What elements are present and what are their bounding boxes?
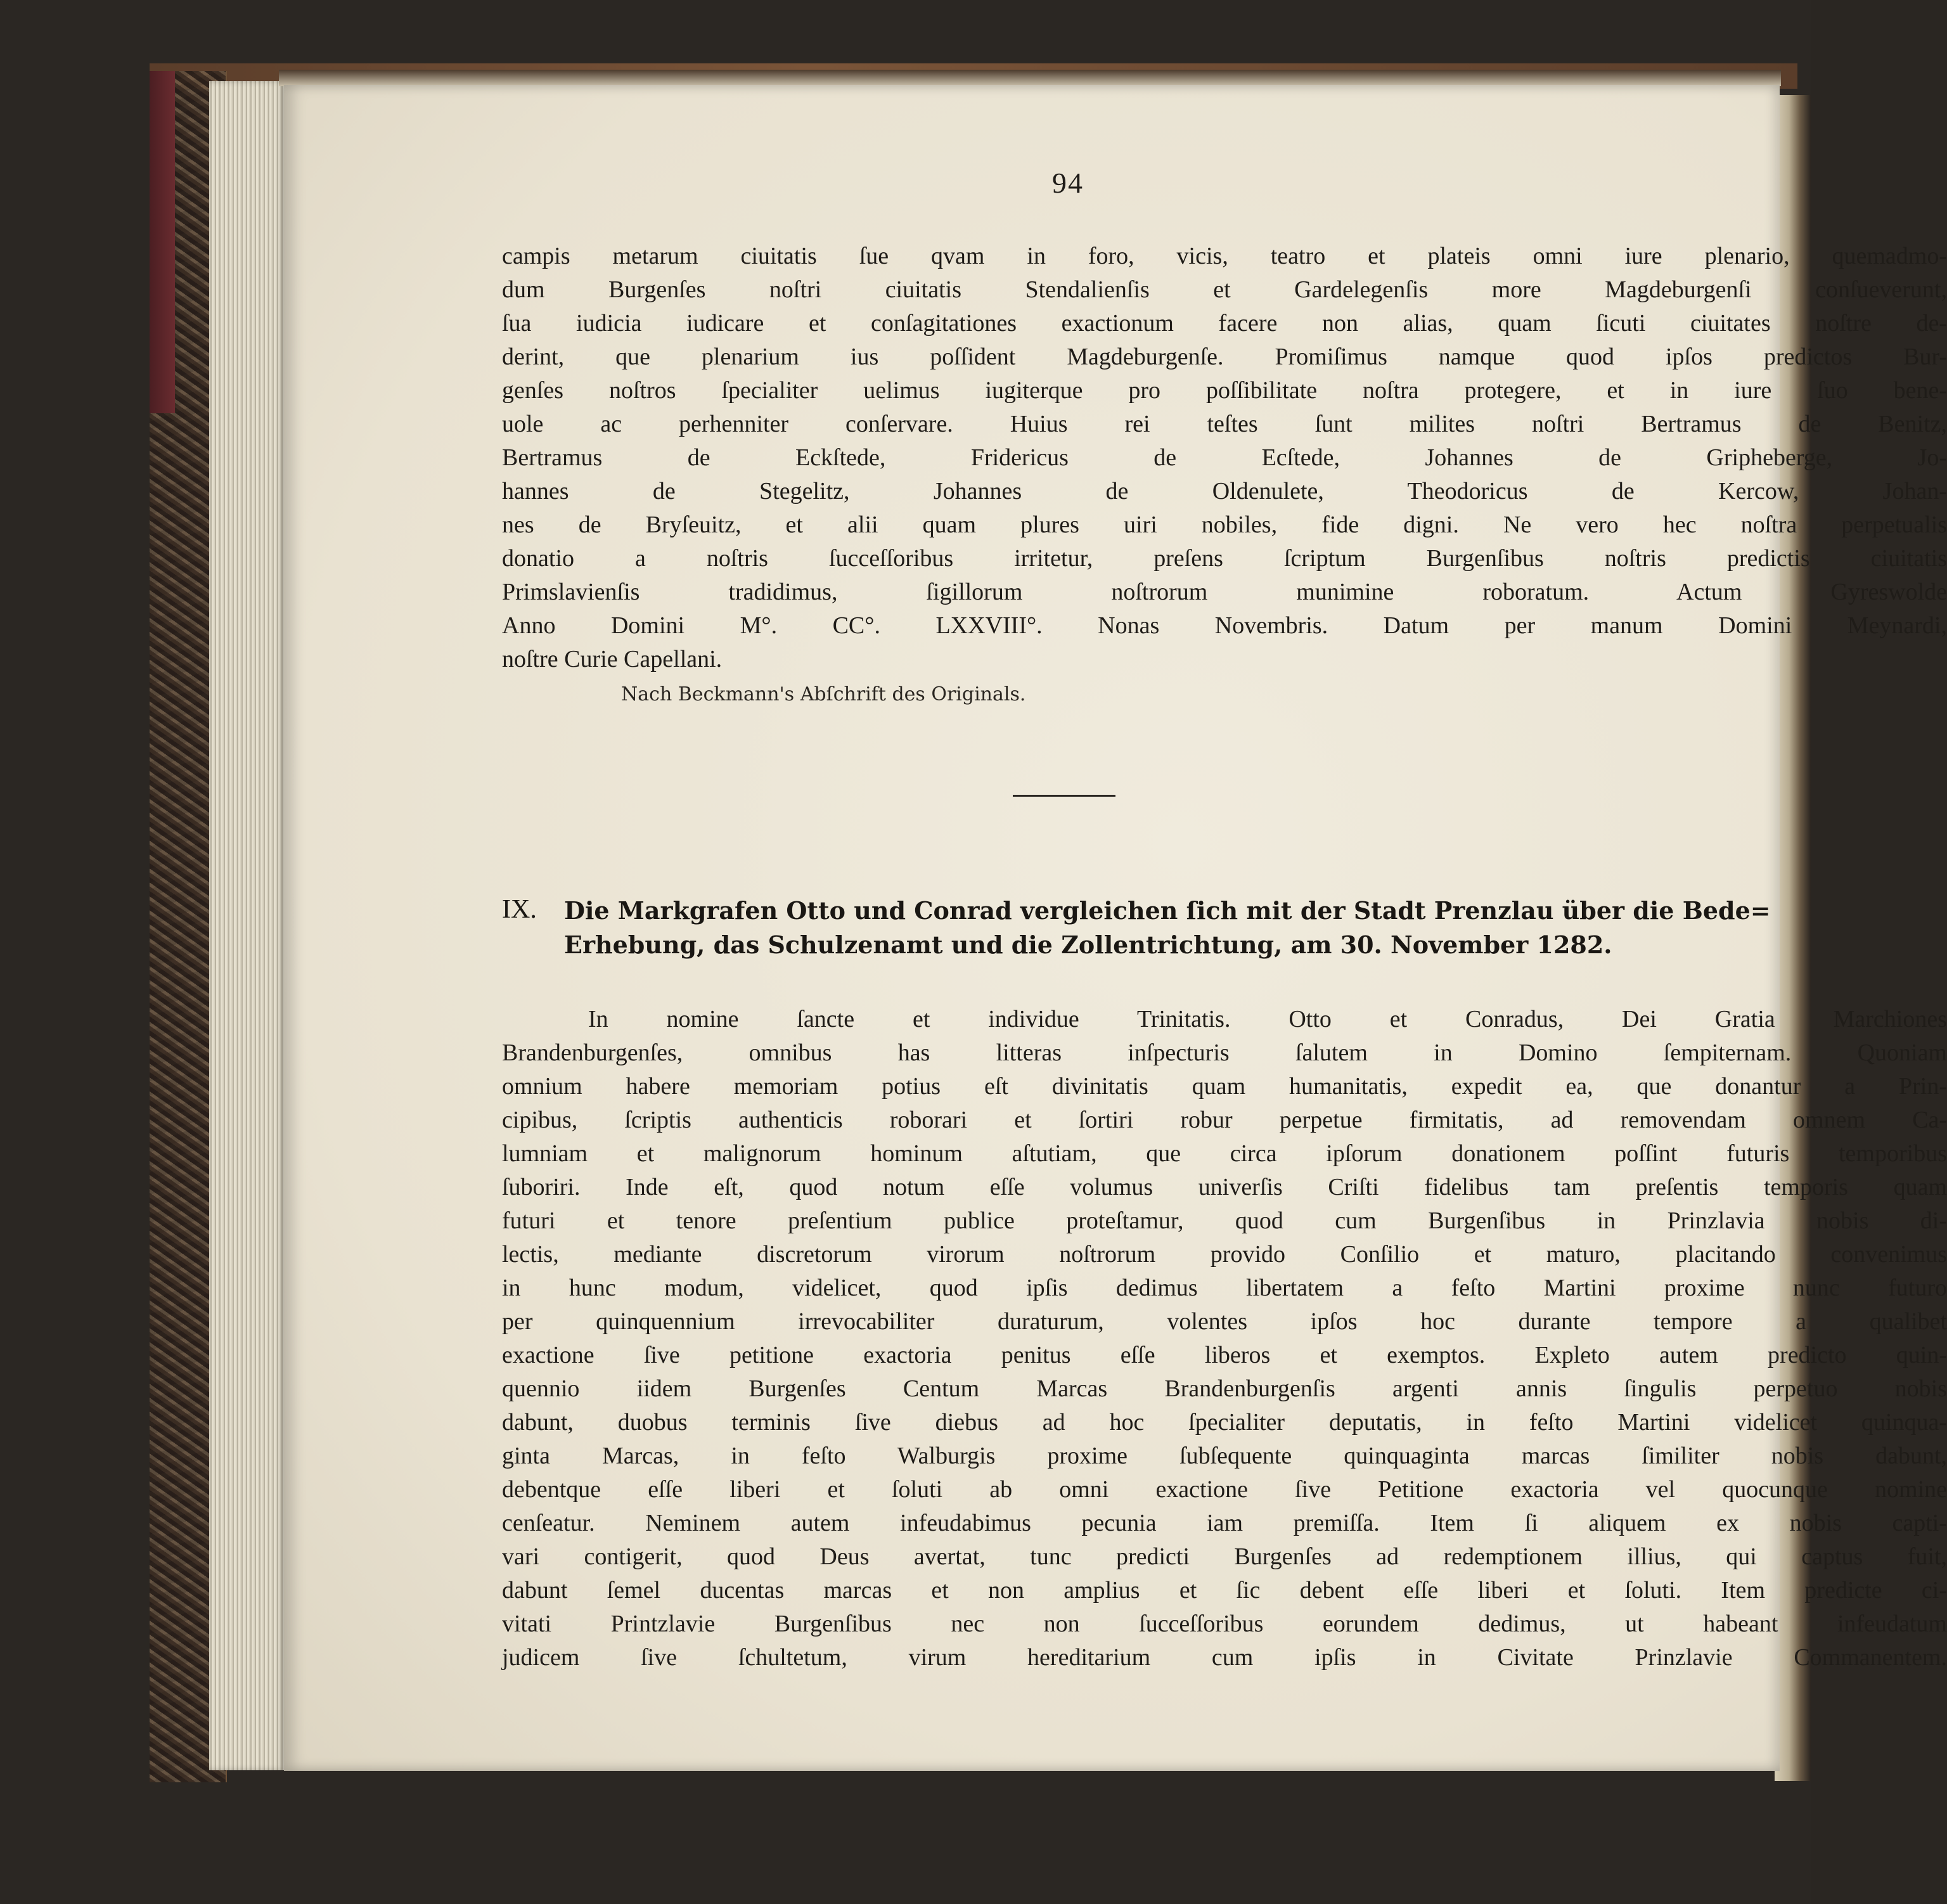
section-heading-line: Die Markgrafen Otto und Conrad vergleichen ſich mit der Stadt Prenzlau über die Bede= — [564, 896, 1771, 925]
body-paragraph-line: quennio iidem Burgenſes Centum Marcas Brandenburgenſis argenti annis ſingulis perpetuo nobis — [502, 1375, 1947, 1402]
page-number: 94 — [1052, 167, 1084, 199]
top-paragraph-line: noſtre Curie Capellani. — [502, 646, 723, 672]
body-paragraph-line: cipibus, ſcriptis authenticis roborari et ſortiri robur perpetue firmitatis, ad removendam omnem Ca- — [502, 1107, 1947, 1133]
section-heading-line: Erhebung, das Schulzenamt und die Zollentrichtung, am 30. November 1282. — [564, 930, 1612, 959]
top-paragraph-line: hannes de Stegelitz, Johannes de Oldenulete, Theodoricus de Kercow, Johan- — [502, 478, 1947, 505]
book-page — [284, 85, 1947, 1771]
body-paragraph-line: exactione ſive petitione exactoria penitus eſſe liberos et exemptos. Expleto autem predicto quin- — [502, 1342, 1947, 1368]
top-paragraph-line: ſua iudicia iudicare et conſagitationes exactionum facere non alias, quam ſicuti ciuitates noſtre de- — [502, 310, 1947, 337]
body-paragraph-line: vitati Printzlavie Burgenſibus nec non ſucceſſoribus eorundem dedimus, ut habeant infeudatum — [502, 1611, 1947, 1637]
top-paragraph-line: Primslavienſis tradidimus, ſigillorum noſtrorum munimine roboratum. Actum Gyreswolde — [502, 579, 1947, 605]
top-paragraph-line: campis metarum ciuitatis ſue qvam in foro, vicis, teatro et plateis omni iure plenario, quemadmo- — [502, 243, 1947, 269]
body-paragraph-line: futuri et tenore preſentium publice proteſtamur, quod cum Burgenſibus in Prinzlavia nobis di- — [502, 1207, 1947, 1234]
section-divider — [1013, 795, 1115, 797]
top-paragraph-line: Bertramus de Eckſtede, Fridericus de Ecſtede, Johannes de Gripheberge, Jo- — [502, 444, 1947, 471]
body-paragraph-line: dabunt, duobus terminis ſive diebus ad hoc ſpecialiter deputatis, in feſto Martini videlicet quinqua- — [502, 1409, 1947, 1436]
body-paragraph-line: debentque eſſe liberi et ſoluti ab omni exactione ſive Petitione exactoria vel quocunque nomine — [502, 1476, 1947, 1503]
body-paragraph-line: ginta Marcas, in feſto Walburgis proxime ſubſequente quinquaginta marcas ſimiliter nobis dabunt, — [502, 1443, 1947, 1469]
top-paragraph-line: dum Burgenſes noſtri ciuitatis Stendalienſis et Gardelegenſis more Magdeburgenſi conſueverunt, — [502, 276, 1947, 303]
body-paragraph-line: per quinquennium irrevocabiliter duraturum, volentes ipſos hoc durante tempore a qualibet — [502, 1308, 1947, 1335]
top-paragraph-line: uole ac perhenniter conſervare. Huius rei teſtes ſunt milites noſtri Bertramus de Benitz, — [502, 411, 1947, 437]
body-paragraph-line: In nomine ſancte et individue Trinitatis. Otto et Conradus, Dei Gratia Marchiones — [588, 1006, 1947, 1032]
body-paragraph-line: omnium habere memoriam potius eſt divinitatis quam humanitatis, expedit ea, que donantur a Prin- — [502, 1073, 1947, 1100]
section-number: IX. — [502, 895, 537, 924]
leather-spine — [150, 71, 175, 413]
page-edge-top — [279, 70, 1781, 86]
body-paragraph-line: judicem ſive ſchultetum, virum hereditarium cum ipſis in Civitate Prinzlavie Commanentem. — [502, 1644, 1947, 1671]
body-paragraph-line: ſuboriri. Inde eſt, quod notum eſſe volumus univerſis Criſti fidelibus tam preſentis temporis quam — [502, 1174, 1947, 1200]
top-paragraph-line: Anno Domini M°. CC°. LXXVIII°. Nonas Novembris. Datum per manum Domini Meynardi, — [502, 612, 1947, 639]
body-paragraph-line: lumniam et malignorum hominum aſtutiam, que circa ipſorum donationem poſſint futuris temporibus — [502, 1140, 1947, 1167]
top-paragraph-line: nes de Bryſeuitz, et alii quam plures uiri nobiles, fide digni. Ne vero hec noſtra perpetualis — [502, 511, 1947, 538]
source-note: Nach Beckmann's Abſchrift des Originals. — [621, 683, 1026, 705]
body-paragraph-line: lectis, mediante discretorum virorum noſtrorum provido Conſilio et maturo, placitando convenimus — [502, 1241, 1947, 1268]
top-paragraph-line: donatio a noſtris ſucceſſoribus irritetur, preſens ſcriptum Burgenſibus noſtris predictis ciuitatis — [502, 545, 1947, 572]
body-paragraph-line: Brandenburgenſes, omnibus has litteras inſpecturis ſalutem in Domino ſempiternam. Quoniam — [502, 1039, 1947, 1066]
page-edges-left — [209, 81, 285, 1770]
body-paragraph-line: in hunc modum, videlicet, quod ipſis dedimus libertatem a feſto Martini proxime nunc futuro — [502, 1275, 1947, 1301]
body-paragraph-line: vari contigerit, quod Deus avertat, tunc predicti Burgenſes ad redemptionem illius, qui captus fuit, — [502, 1543, 1947, 1570]
top-paragraph-line: derint, que plenarium ius poſſident Magdeburgenſe. Promiſimus namque quod ipſos predictos Bur- — [502, 344, 1947, 370]
body-paragraph-line: dabunt ſemel ducentas marcas et non amplius et ſic debent eſſe liberi et ſoluti. Item predicte ci- — [502, 1577, 1947, 1604]
body-paragraph-line: cenſeatur. Neminem autem infeudabimus pecunia iam premiſſa. Item ſi aliquem ex nobis capti- — [502, 1510, 1947, 1536]
top-paragraph-line: genſes noſtros ſpecialiter uelimus iugiterque pro poſſibilitate noſtra protegere, et in iure ſuo bene- — [502, 377, 1947, 404]
